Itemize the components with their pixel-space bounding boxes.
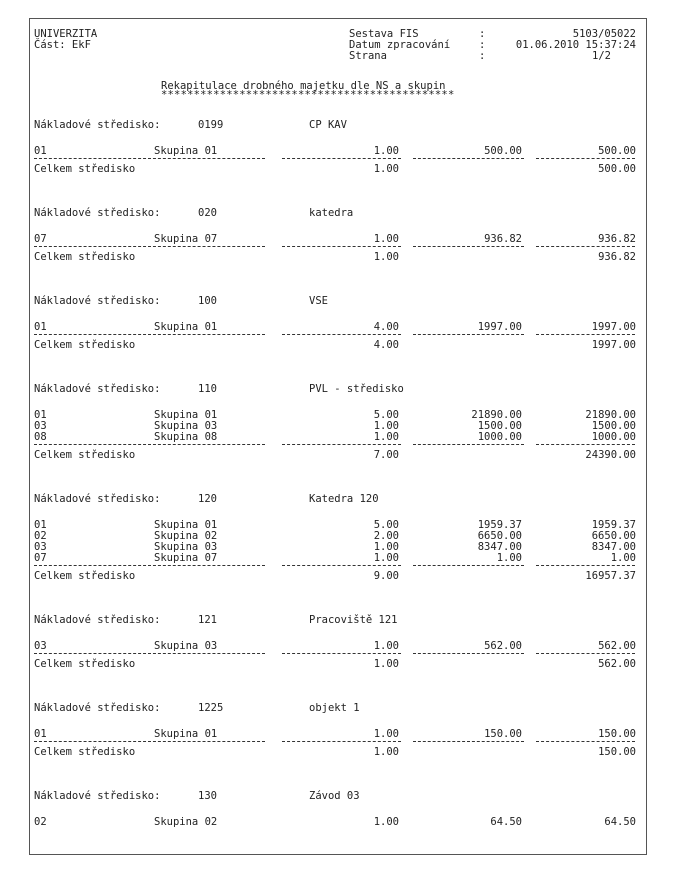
cost-center-code: 121 (198, 614, 217, 626)
cost-center-name: VSE (309, 295, 328, 307)
cost-center-name: CP KAV (309, 119, 347, 131)
center-total-value: 150.00 (598, 746, 636, 758)
group-total: 1500.00 (591, 420, 636, 432)
group-qty: 2.00 (373, 530, 399, 542)
group-price: 6650.00 (477, 530, 522, 542)
cost-center-code: 020 (198, 207, 217, 219)
center-total-label: Celkem středisko (34, 339, 136, 351)
group-qty: 1.00 (373, 431, 399, 443)
center-total-value: 936.82 (598, 251, 636, 263)
separator-line (536, 565, 635, 566)
header-value-date: 01.06.2010 15:37:24 (515, 39, 636, 51)
group-total: 21890.00 (585, 409, 636, 421)
separator-line (536, 246, 635, 247)
cost-center-label: Nákladové středisko: (34, 207, 161, 219)
report-page (29, 18, 647, 855)
separator-line (536, 741, 635, 742)
center-total-label: Celkem středisko (34, 570, 136, 582)
group-price: 562.00 (484, 640, 522, 652)
cost-center-name: Závod 03 (309, 790, 360, 802)
cost-center-code: 1225 (198, 702, 224, 714)
group-name: Skupina 02 (154, 530, 218, 542)
group-code: 08 (34, 431, 47, 443)
group-code: 03 (34, 541, 47, 553)
cost-center-name: Katedra 120 (309, 493, 379, 505)
separator-line (34, 565, 265, 566)
group-name: Skupina 01 (154, 321, 218, 333)
center-total-qty: 1.00 (373, 251, 399, 263)
group-qty: 1.00 (373, 816, 399, 828)
center-total-label: Celkem středisko (34, 746, 136, 758)
center-total-qty: 9.00 (373, 570, 399, 582)
group-code: 02 (34, 530, 47, 542)
cost-center-label: Nákladové středisko: (34, 790, 161, 802)
group-qty: 5.00 (373, 409, 399, 421)
separator-line (413, 246, 524, 247)
group-name: Skupina 03 (154, 420, 218, 432)
group-name: Skupina 01 (154, 728, 218, 740)
group-code: 02 (34, 816, 47, 828)
separator-line (282, 565, 401, 566)
group-code: 01 (34, 409, 47, 421)
cost-center-code: 130 (198, 790, 217, 802)
group-code: 01 (34, 519, 47, 531)
center-total-qty: 1.00 (373, 746, 399, 758)
group-name: Skupina 03 (154, 640, 218, 652)
separator-line (413, 158, 524, 159)
center-total-label: Celkem středisko (34, 163, 136, 175)
group-name: Skupina 07 (154, 233, 218, 245)
separator-line (536, 158, 635, 159)
group-name: Skupina 03 (154, 541, 218, 553)
title-underline: ********************************************* (161, 89, 455, 101)
group-code: 07 (34, 552, 47, 564)
center-total-qty: 7.00 (373, 449, 399, 461)
group-price: 936.82 (484, 233, 522, 245)
separator-line (34, 741, 265, 742)
group-total: 1997.00 (591, 321, 636, 333)
separator-line (413, 741, 524, 742)
group-total: 1.00 (610, 552, 636, 564)
header-sep: : (479, 50, 486, 62)
group-price: 8347.00 (477, 541, 522, 553)
center-total-label: Celkem středisko (34, 449, 136, 461)
cost-center-label: Nákladové středisko: (34, 119, 161, 131)
header-label-page: Strana (349, 50, 387, 62)
group-price: 1.00 (496, 552, 522, 564)
separator-line (282, 653, 401, 654)
cost-center-code: 0199 (198, 119, 224, 131)
center-total-value: 16957.37 (585, 570, 636, 582)
group-total: 6650.00 (591, 530, 636, 542)
group-name: Skupina 02 (154, 816, 218, 828)
group-code: 01 (34, 728, 47, 740)
header-sep: : (479, 28, 486, 40)
group-total: 8347.00 (591, 541, 636, 553)
cost-center-label: Nákladové středisko: (34, 493, 161, 505)
center-total-label: Celkem středisko (34, 658, 136, 670)
separator-line (34, 444, 265, 445)
group-qty: 5.00 (373, 519, 399, 531)
group-qty: 4.00 (373, 321, 399, 333)
separator-line (282, 444, 401, 445)
group-qty: 1.00 (373, 541, 399, 553)
separator-line (413, 444, 524, 445)
group-name: Skupina 01 (154, 409, 218, 421)
group-name: Skupina 07 (154, 552, 218, 564)
separator-line (282, 741, 401, 742)
group-qty: 1.00 (373, 640, 399, 652)
group-qty: 1.00 (373, 145, 399, 157)
cost-center-code: 110 (198, 383, 217, 395)
group-name: Skupina 08 (154, 431, 218, 443)
report-part: Část: EkF (34, 39, 91, 51)
cost-center-name: katedra (309, 207, 354, 219)
separator-line (34, 653, 265, 654)
group-code: 01 (34, 145, 47, 157)
separator-line (413, 653, 524, 654)
header-sep: : (479, 39, 486, 51)
group-name: Skupina 01 (154, 145, 218, 157)
cost-center-name: objekt 1 (309, 702, 360, 714)
separator-line (413, 334, 524, 335)
group-qty: 1.00 (373, 233, 399, 245)
group-qty: 1.00 (373, 552, 399, 564)
header-value-page: 1/2 (592, 50, 611, 62)
separator-line (536, 444, 635, 445)
cost-center-label: Nákladové středisko: (34, 383, 161, 395)
separator-line (282, 334, 401, 335)
group-code: 03 (34, 640, 47, 652)
center-total-qty: 4.00 (373, 339, 399, 351)
separator-line (536, 334, 635, 335)
group-price: 150.00 (484, 728, 522, 740)
group-code: 01 (34, 321, 47, 333)
header-label-report: Sestava FIS (349, 28, 419, 40)
org-name: UNIVERZITA (34, 28, 98, 40)
cost-center-label: Nákladové středisko: (34, 295, 161, 307)
cost-center-code: 120 (198, 493, 217, 505)
separator-line (34, 334, 265, 335)
header-label-date: Datum zpracování (349, 39, 451, 51)
header-value-report: 5103/05022 (572, 28, 636, 40)
group-price: 1997.00 (477, 321, 522, 333)
group-total: 64.50 (604, 816, 636, 828)
group-total: 500.00 (598, 145, 636, 157)
separator-line (282, 158, 401, 159)
center-total-label: Celkem středisko (34, 251, 136, 263)
cost-center-label: Nákladové středisko: (34, 702, 161, 714)
cost-center-name: PVL - středisko (309, 383, 404, 395)
cost-center-label: Nákladové středisko: (34, 614, 161, 626)
group-code: 03 (34, 420, 47, 432)
group-price: 64.50 (490, 816, 522, 828)
group-code: 07 (34, 233, 47, 245)
center-total-value: 1997.00 (591, 339, 636, 351)
center-total-qty: 1.00 (373, 163, 399, 175)
group-price: 1959.37 (477, 519, 522, 531)
separator-line (34, 158, 265, 159)
center-total-value: 500.00 (598, 163, 636, 175)
separator-line (282, 246, 401, 247)
group-total: 1000.00 (591, 431, 636, 443)
separator-line (413, 565, 524, 566)
cost-center-code: 100 (198, 295, 217, 307)
center-total-value: 24390.00 (585, 449, 636, 461)
group-price: 21890.00 (471, 409, 522, 421)
center-total-value: 562.00 (598, 658, 636, 670)
group-qty: 1.00 (373, 420, 399, 432)
group-total: 936.82 (598, 233, 636, 245)
separator-line (536, 653, 635, 654)
group-total: 150.00 (598, 728, 636, 740)
group-price: 500.00 (484, 145, 522, 157)
separator-line (34, 246, 265, 247)
group-price: 1500.00 (477, 420, 522, 432)
group-name: Skupina 01 (154, 519, 218, 531)
group-price: 1000.00 (477, 431, 522, 443)
group-total: 562.00 (598, 640, 636, 652)
group-total: 1959.37 (591, 519, 636, 531)
center-total-qty: 1.00 (373, 658, 399, 670)
cost-center-name: Pracoviště 121 (309, 614, 398, 626)
group-qty: 1.00 (373, 728, 399, 740)
report-title: Rekapitulace drobného majetku dle NS a skupin (161, 80, 446, 92)
